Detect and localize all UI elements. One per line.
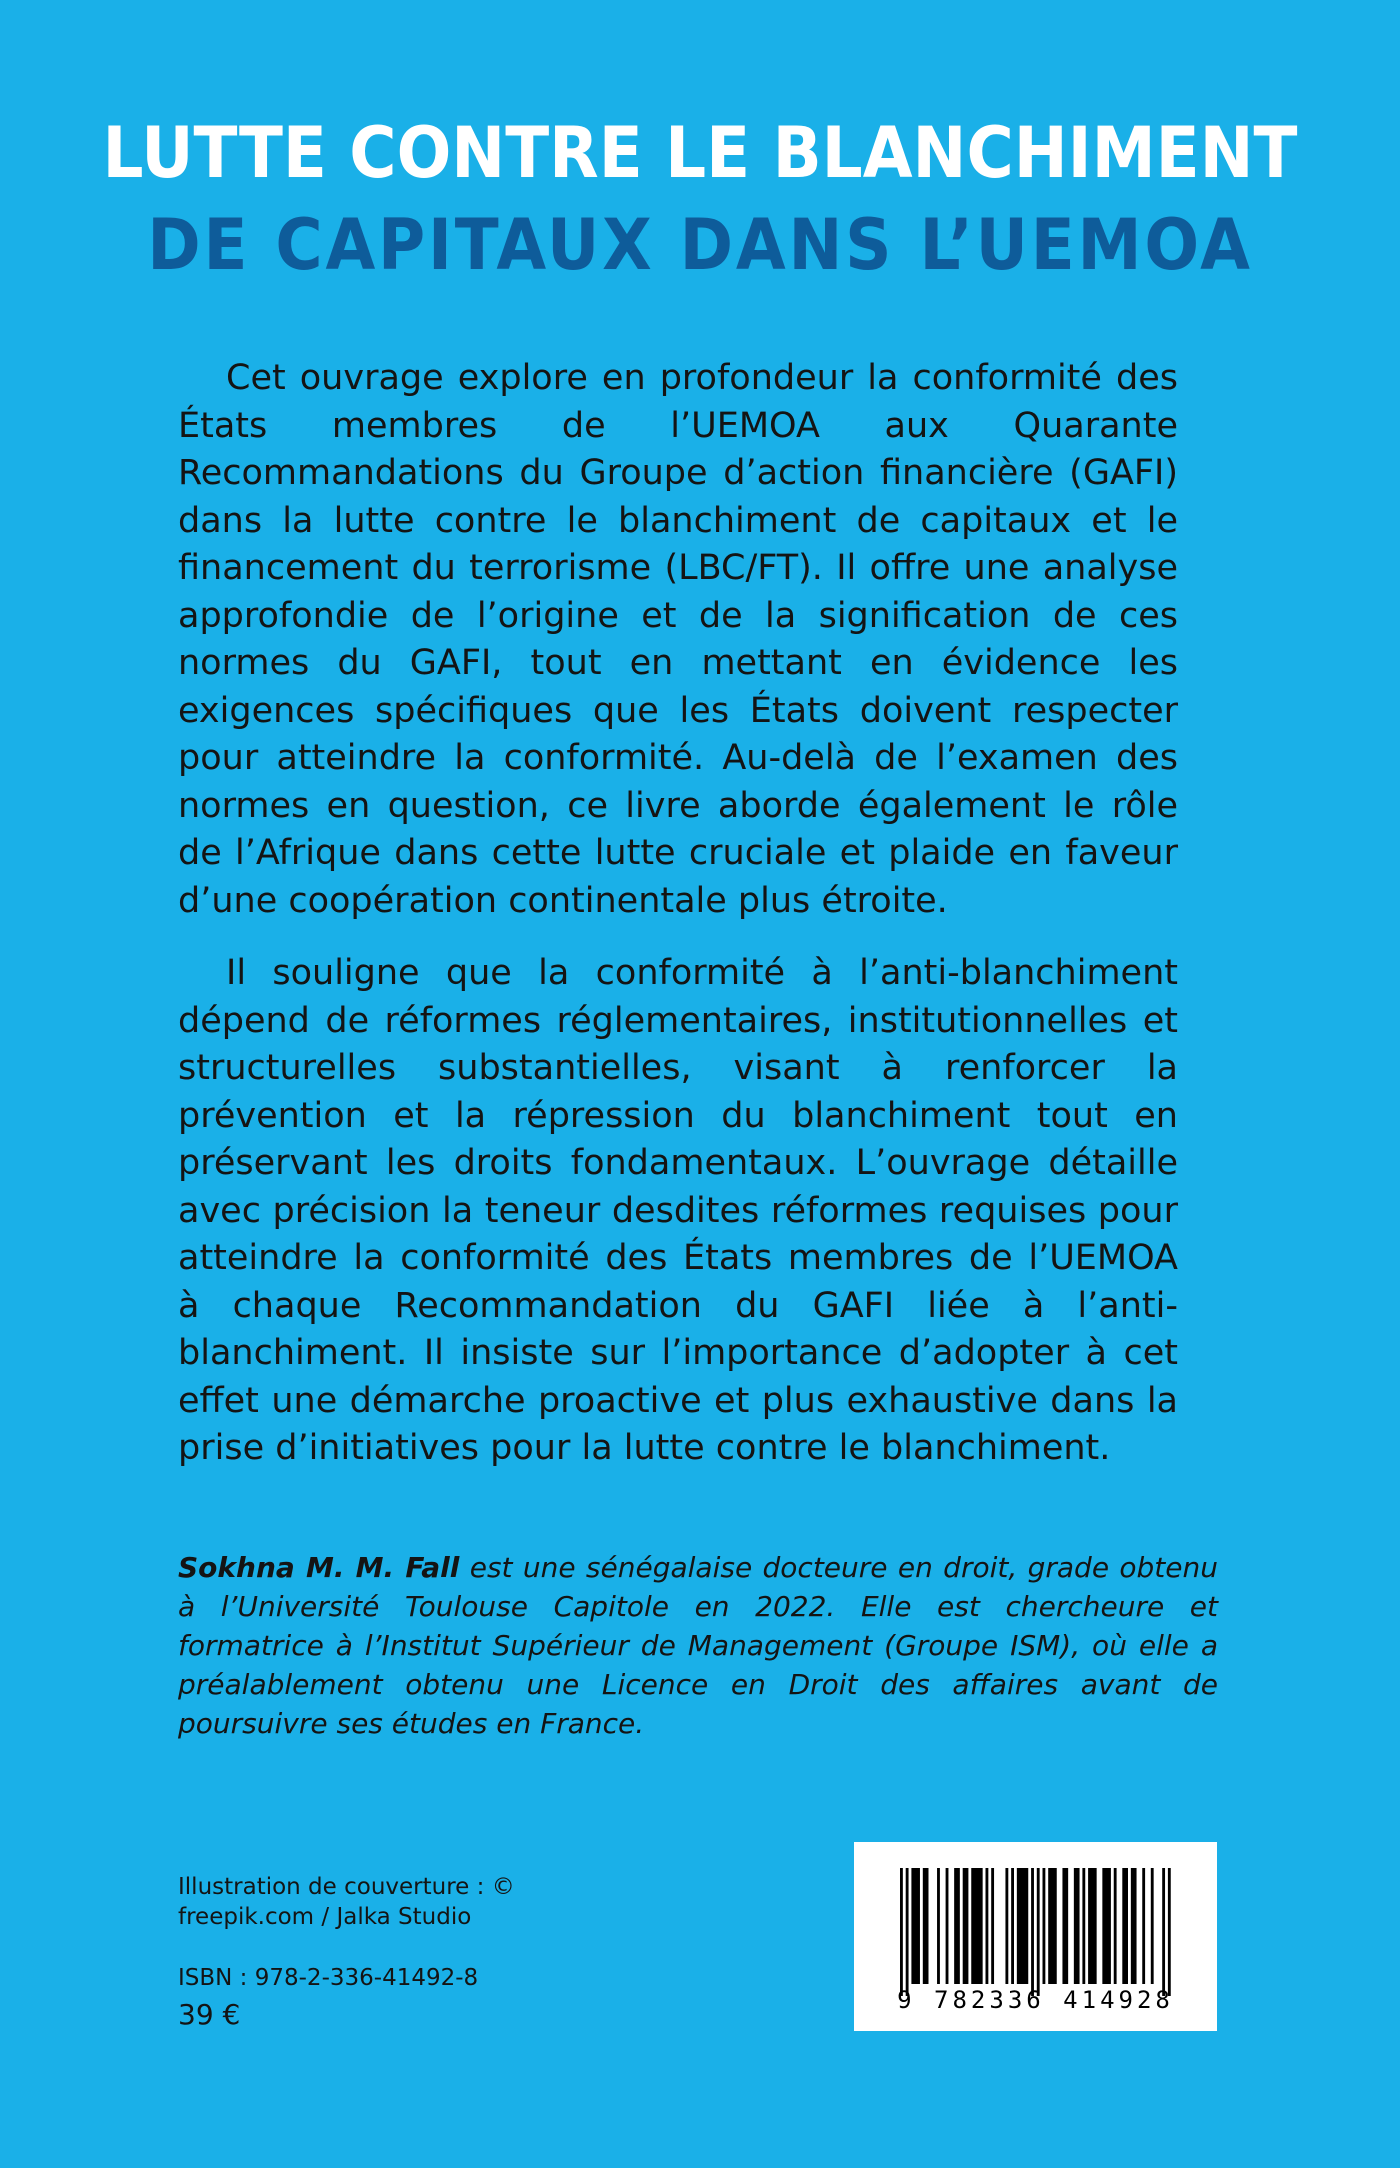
author-bio-text: est une sénégalaise docteure en droit, grade obtenu à l’Université Toulouse Capitole en 2022. Elle est chercheure et formatrice à l’Institut Supérieur de Management (Groupe ISM), où elle a préalablement obtenu une Licence en Droit des affaires avant de poursuivre ses études en France.: [178, 1551, 1218, 1740]
summary-paragraph-1: Cet ouvrage explore en profondeur la conformité des États membres de l’UEMOA aux Quarante Recommandations du Groupe d’action financière (GAFI) dans la lutte contre le blanchiment de capitaux et le financement du terrorisme (LBC/FT). Il offre une analyse approfondie de l’origine et de la signification de ces normes du GAFI, tout en mettant en évidence les exigences spécifiques que les États doivent respecter pour atteindre la conformité. Au-delà de l’examen des normes en question, ce livre aborde également le rôle de l’Afrique dans cette lutte cruciale et plaide en faveur d’une coopération continentale plus étroite.: [178, 358, 1178, 921]
barcode-bar: [1088, 1868, 1097, 1984]
barcode-bar: [923, 1868, 929, 1984]
barcode-bar: [1043, 1868, 1046, 1984]
barcode-bar: [1151, 1868, 1154, 1984]
barcode-bar: [971, 1868, 982, 1984]
barcode-bar: [1122, 1868, 1128, 1984]
barcode-bar: [1031, 1868, 1034, 1996]
credits-line-2: freepik.com / Jalka Studio: [178, 1904, 472, 1930]
barcode-digits: 9 782336 414928: [897, 1986, 1174, 2014]
barcode-bar: [1168, 1868, 1171, 1996]
author-bio: [178, 1548, 1218, 1743]
barcode-bar: [1162, 1868, 1165, 1996]
barcode-bar: [1074, 1868, 1080, 1984]
barcode-bar: [1005, 1868, 1008, 1984]
barcode-bar: [1062, 1868, 1068, 1984]
barcode-bar: [937, 1868, 940, 1984]
barcode-bar: [1037, 1868, 1040, 1996]
barcode-bar: [986, 1868, 989, 1984]
barcode-bar: [1142, 1868, 1145, 1984]
price: 39 €: [178, 1998, 241, 2031]
barcode-bar: [1102, 1868, 1111, 1984]
barcode-bar: [991, 1868, 994, 1984]
barcode-bar: [954, 1868, 960, 1984]
title-line-2: DE CAPITAUX DANS L’UEMOA: [147, 204, 1253, 286]
author-name: Sokhna M. M. Fall: [178, 1551, 460, 1584]
isbn: ISBN : 978-2-336-41492-8: [178, 1965, 479, 1991]
illustration-credits: [178, 1872, 515, 1932]
barcode-bar: [1114, 1868, 1117, 1984]
barcode-bar: [1011, 1868, 1014, 1984]
book-summary: [178, 355, 1178, 1473]
barcode-bar: [1048, 1868, 1057, 1984]
barcode-bar: [906, 1868, 909, 1996]
barcode: [854, 1842, 1217, 2031]
barcode-bar: [946, 1868, 949, 1984]
title-line-1: LUTTE CONTRE LE BLANCHIMENT: [102, 112, 1298, 194]
barcode-bar: [963, 1868, 969, 1984]
credits-line-1: Illustration de couverture : ©: [178, 1874, 515, 1900]
summary-paragraph-2: Il souligne que la conformité à l’anti-blanchiment dépend de réformes réglementaires, institutionnelles et structurelles substantielles, visant à renforcer la prévention et la répression du blanchiment tout en préservant les droits fondamentaux. L’ouvrage détaille avec précision la teneur desdites réformes requises pour atteindre la conformité des États membres de l’UEMOA à chaque Recommandation du GAFI liée à l’anti-blanchiment. Il insiste sur l’importance d’adopter à cet effet une démarche proactive et plus exhaustive dans la prise d’initiatives pour la lutte contre le blanchiment.: [178, 953, 1178, 1468]
barcode-bar: [900, 1868, 903, 1996]
barcode-bar: [1131, 1868, 1137, 1984]
barcode-bar: [911, 1868, 920, 1984]
barcode-bar: [1082, 1868, 1085, 1984]
barcode-bar: [1017, 1868, 1028, 1984]
book-title: [0, 112, 1400, 286]
